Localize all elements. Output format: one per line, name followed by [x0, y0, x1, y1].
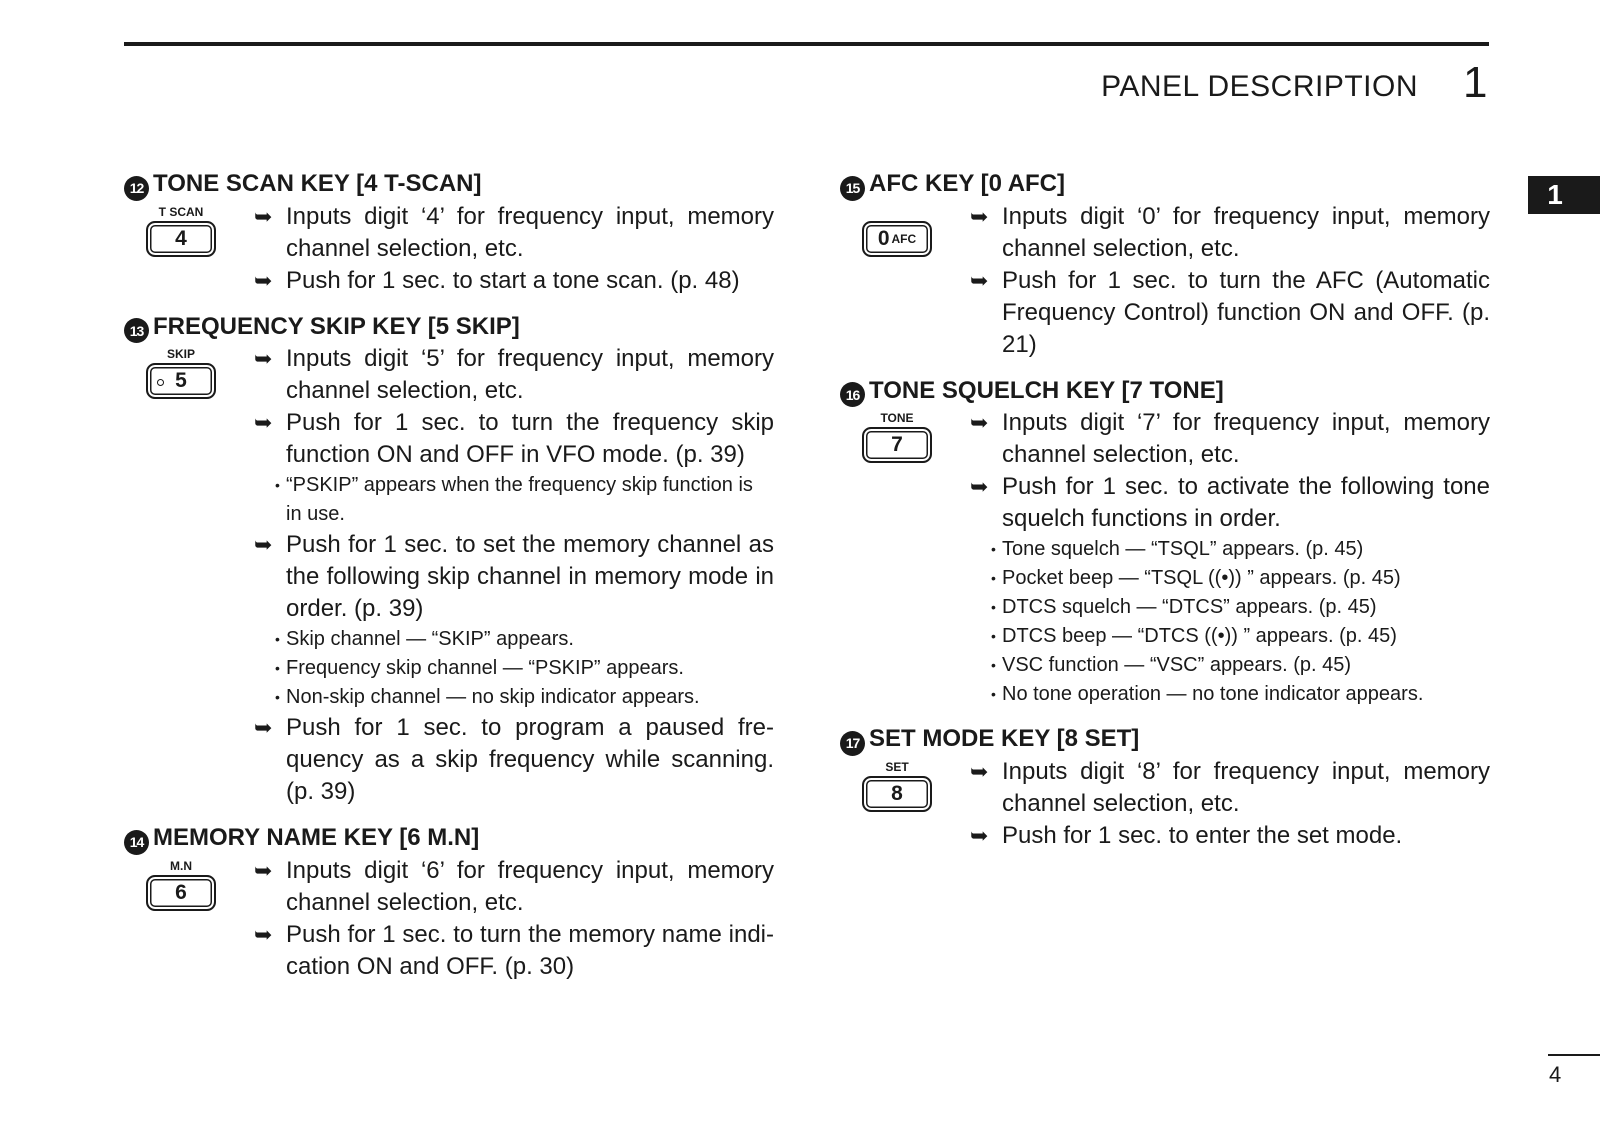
list-item [970, 201, 1490, 265]
section-title [840, 723, 1490, 756]
key-illustration [144, 347, 218, 399]
left-column [124, 168, 774, 997]
section-title [124, 822, 774, 855]
sub-item-text: Non-skip channel — no skip indicator appears. [286, 686, 700, 708]
list-item [970, 756, 1490, 820]
item-text: Push for 1 sec. to turn the frequency skip function ON and OFF in VFO mode. (p. 39) [286, 409, 774, 468]
section-title [840, 168, 1490, 201]
sub-item [970, 535, 1490, 564]
section-frequency-skip-key [124, 311, 774, 809]
bullet-icon: • [275, 631, 280, 647]
key-8-icon [862, 776, 932, 812]
header-chapter-number: 1 [1463, 58, 1488, 107]
item-text: Inputs digit ‘6’ for frequency input, memory channel selection, etc. [286, 856, 774, 916]
sub-item-text: VSC function — “VSC” appears. (p. 45) [1002, 654, 1352, 676]
sub-item-text: DTCS beep — “DTCS ((•)) ” appears. (p. 45) [1002, 625, 1397, 647]
section-title-text: TONE SQUELCH KEY [7 TONE] [869, 376, 1224, 404]
key-label: SET [885, 759, 909, 774]
bullet-icon: • [275, 477, 280, 493]
item-text: Inputs digit ‘5’ for frequency input, memory channel selection, etc. [286, 345, 774, 404]
item-text: Inputs digit ‘8’ for frequency input, memory channel selection, etc. [1002, 757, 1490, 817]
section-number-badge: 15 [840, 176, 865, 201]
section-title-text: SET MODE KEY [8 SET] [869, 725, 1140, 752]
sub-item-text: No tone operation — no tone indicator appears. [1002, 683, 1424, 705]
item-text: Inputs digit ‘4’ for frequency input, memory channel selection, etc. [286, 202, 774, 262]
key-4-icon [146, 221, 216, 257]
key-0-afc-icon [862, 221, 932, 257]
section-tone-scan-key [124, 168, 774, 297]
page-number: 4 [1549, 1062, 1562, 1087]
key-illustration [860, 760, 934, 812]
sub-item [970, 622, 1490, 651]
bullet-icon: • [991, 657, 996, 673]
sub-item [254, 654, 774, 683]
sub-item [254, 625, 774, 654]
bullet-icon: • [991, 570, 996, 586]
section-title-text: TONE SCAN KEY [4 T-SCAN] [153, 170, 482, 197]
arrow-icon: ➥ [254, 410, 273, 435]
arrow-icon: ➥ [970, 267, 989, 293]
section-body [124, 343, 774, 808]
top-rule [124, 42, 1489, 46]
section-number-badge: 14 [124, 830, 149, 855]
sub-item-text: Frequency skip channel — “PSKIP” appears. [286, 657, 684, 679]
arrow-icon: ➥ [254, 857, 273, 883]
list-item [254, 407, 774, 471]
section-body [124, 855, 774, 983]
header-title: PANEL DESCRIPTION [1101, 70, 1418, 103]
key-digit: 7 [891, 433, 903, 456]
list-item [254, 712, 774, 808]
section-memory-name-key [124, 822, 774, 983]
section-tone-squelch-key [840, 375, 1490, 710]
item-text: Push for 1 sec. to enter the set mode. [1002, 821, 1403, 849]
sub-item-text: DTCS squelch — “DTCS” appears. (p. 45) [1002, 596, 1377, 618]
section-afc-key [840, 168, 1490, 361]
key-label: SKIP [166, 347, 195, 361]
arrow-icon: ➥ [254, 921, 273, 947]
item-text: Inputs digit ‘0’ for frequency input, memory channel selection, etc. [1002, 202, 1490, 262]
item-text: Inputs digit ‘7’ for frequency input, memory channel selection, etc. [1002, 409, 1490, 468]
arrow-icon: ➥ [254, 715, 273, 740]
arrow-icon: ➥ [254, 532, 273, 557]
arrow-icon: ➥ [254, 346, 273, 371]
arrow-icon: ➥ [970, 822, 989, 848]
key-digit: 8 [891, 781, 903, 805]
sub-item [254, 471, 774, 529]
key-digit: 6 [175, 880, 187, 904]
list-item [254, 343, 774, 407]
sub-item-text: “PSKIP” appears when the frequency skip function is in use. [286, 474, 753, 525]
key-digit: 4 [175, 226, 187, 250]
list-item [970, 820, 1490, 852]
section-number-badge: 12 [124, 176, 149, 201]
bullet-icon: • [275, 689, 280, 705]
key-digit: 0 [877, 226, 890, 250]
key-label: TONE [880, 411, 914, 425]
list-item [254, 529, 774, 625]
arrow-icon: ➥ [970, 410, 989, 435]
list-item [254, 919, 774, 983]
bullet-icon: • [275, 660, 280, 676]
item-text: Push for 1 sec. to program a paused fre-quency as a skip frequency while scanning. (p. 39) [286, 714, 774, 805]
list-item [254, 855, 774, 919]
bullet-icon: • [991, 686, 996, 702]
arrow-icon: ➥ [254, 267, 273, 293]
list-item [970, 265, 1490, 361]
bullet-icon: • [991, 599, 996, 615]
sub-item [970, 651, 1490, 680]
section-title-text: MEMORY NAME KEY [6 M.N] [153, 824, 480, 851]
key-illustration [144, 859, 218, 911]
arrow-icon: ➥ [254, 203, 273, 229]
key-illustration [860, 219, 934, 257]
key-illustration [860, 411, 934, 463]
bullet-icon: • [991, 541, 996, 557]
section-title [124, 168, 774, 201]
arrow-icon: ➥ [970, 474, 989, 499]
sub-item [254, 683, 774, 712]
key-digit: 5 [175, 369, 187, 392]
item-text: Push for 1 sec. to start a tone scan. (p. 48) [286, 266, 740, 294]
section-set-mode-key [840, 723, 1490, 852]
sub-item-text: Tone squelch — “TSQL” appears. (p. 45) [1002, 538, 1364, 560]
key-label: T SCAN [158, 204, 204, 219]
section-title-text: FREQUENCY SKIP KEY [5 SKIP] [153, 312, 520, 340]
key-label: M.N [170, 858, 192, 873]
section-body [840, 201, 1490, 361]
section-body [124, 201, 774, 297]
list-item [254, 265, 774, 297]
sub-item-text: Pocket beep — “TSQL ((•)) ” appears. (p. 45) [1002, 567, 1401, 589]
section-title [840, 375, 1490, 408]
item-text: Push for 1 sec. to turn the AFC (Automatic Frequency Control) function ON and OFF. (p. 21) [1002, 266, 1490, 358]
list-item [970, 407, 1490, 471]
section-body [840, 756, 1490, 852]
key-5-icon [146, 363, 216, 399]
arrow-icon: ➥ [970, 758, 989, 784]
page-number-rule [1548, 1054, 1600, 1056]
arrow-icon: ➥ [970, 203, 989, 229]
section-title-text: AFC KEY [0 AFC] [869, 170, 1066, 197]
key-sublabel: AFC [891, 231, 917, 246]
item-text: Push for 1 sec. to turn the memory name indi-cation ON and OFF. (p. 30) [286, 920, 774, 980]
item-text: Push for 1 sec. to set the memory channel as the following skip channel in memory mode in order. (p. 39) [286, 531, 774, 622]
bullet-icon: • [991, 628, 996, 644]
item-text: Push for 1 sec. to activate the following tone squelch functions in order. [1002, 473, 1490, 532]
list-item [254, 201, 774, 265]
key-illustration [144, 205, 218, 257]
key-6-icon [146, 875, 216, 911]
sub-item [970, 593, 1490, 622]
skip-dot-icon [157, 379, 164, 386]
section-number-badge: 17 [840, 731, 865, 756]
sub-item [970, 564, 1490, 593]
section-number-badge: 16 [840, 382, 865, 407]
section-number-badge: 13 [124, 318, 149, 343]
sub-item-text: Skip channel — “SKIP” appears. [286, 628, 574, 650]
right-column [840, 168, 1490, 866]
chapter-tab: 1 [1528, 176, 1600, 214]
list-item [970, 471, 1490, 535]
section-body [840, 407, 1490, 709]
key-7-icon [862, 427, 932, 463]
section-title [124, 311, 774, 344]
sub-item [970, 680, 1490, 709]
